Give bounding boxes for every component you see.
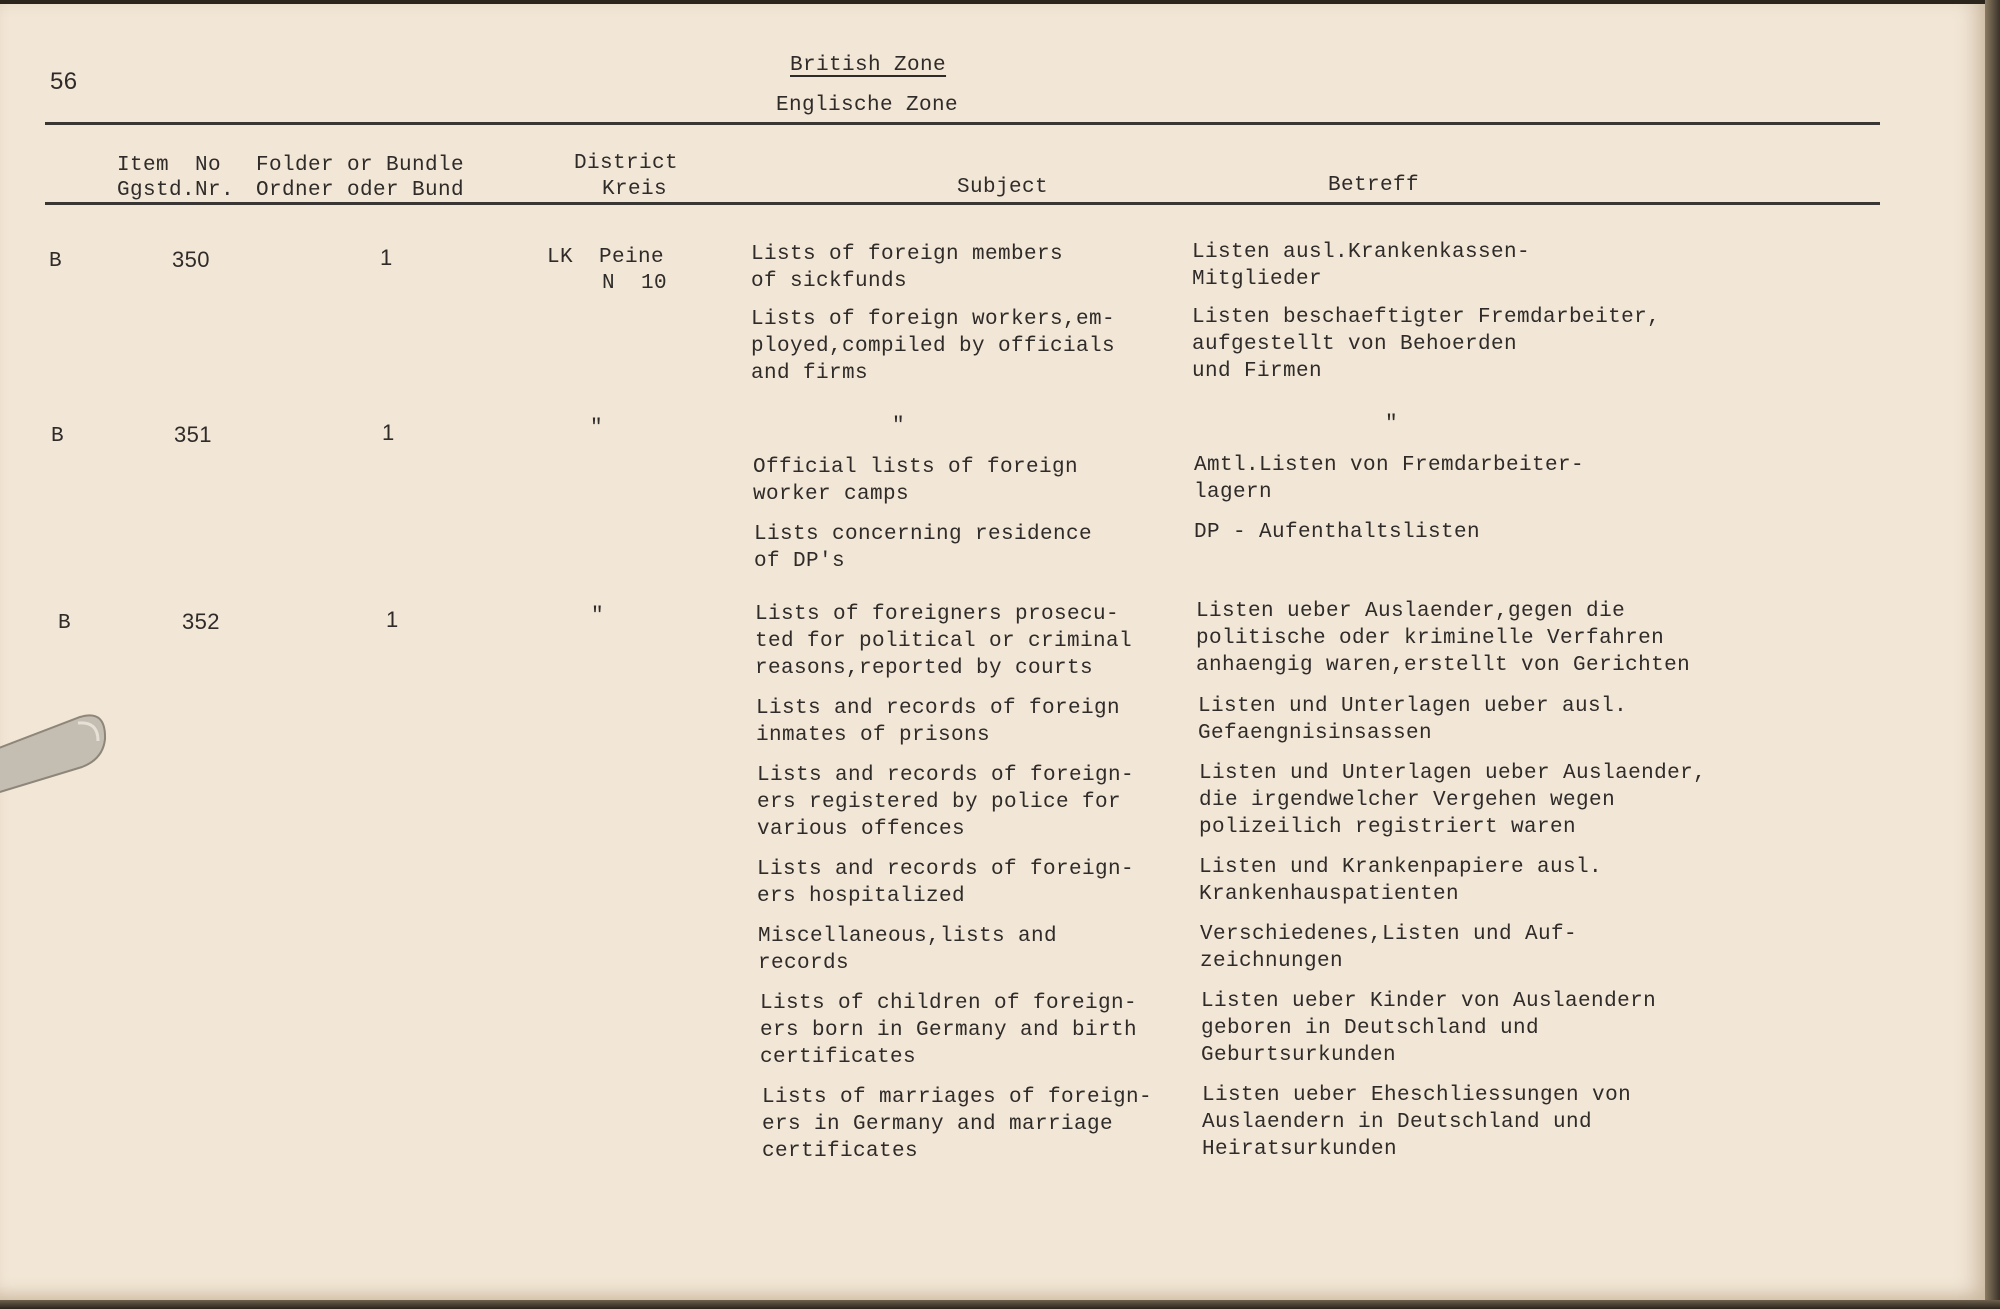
item-352-district: " [591,605,605,628]
item-352-subject-5: Miscellaneous,lists and records [758,925,1058,975]
item-350-betreff-1: Listen ausl.Krankenkassen- Mitglieder [1192,241,1531,291]
item-351-subject-3: Lists concerning residence of DP's [754,523,1093,573]
item-350-letter: B [49,250,63,273]
item-350-district: LK Peine [547,246,665,269]
item-350-subject-1: Lists of foreign members of sickfunds [751,243,1064,293]
header-bottom-rule [45,202,1880,205]
item-351-subject-2: Official lists of foreign worker camps [753,456,1079,506]
item-351-subject-1: " [892,415,906,438]
item-352-betreff-2: Listen und Unterlagen ueber ausl. Gefaengnisinsassen [1198,695,1628,745]
item-350-number: 350 [172,247,210,272]
item-351-district: " [590,417,604,440]
header-district: District [574,152,679,175]
item-352-subject-7: Lists of marriages of foreign- ers in Germany and marriage certificates [762,1086,1153,1163]
item-350-folder: 1 [380,245,393,270]
page-number: 56 [50,68,78,95]
item-351-number: 351 [174,422,212,447]
item-351-betreff-1: " [1385,413,1399,436]
item-350-betreff-2: Listen beschaeftigter Fremdarbeiter, aufgestellt von Behoerden und Firmen [1192,306,1661,383]
item-352-betreff-4: Listen und Krankenpapiere ausl. Krankenhauspatienten [1199,856,1603,906]
header-subject: Subject [957,176,1049,199]
item-352-subject-4: Lists and records of foreign- ers hospitalized [757,858,1135,908]
item-350-subject-2: Lists of foreign workers,em- ployed,compiled by officials and firms [751,308,1116,385]
item-351-betreff-2: Amtl.Listen von Fremdarbeiter- lagern [1194,454,1585,504]
page-title: British Zone [790,54,947,77]
item-352-betreff-3: Listen und Unterlagen ueber Auslaender, die irgendwelcher Vergehen wegen polizeilich registriert waren [1199,762,1707,839]
book-edge [1985,0,2000,1309]
item-352-subject-1: Lists of foreigners prosecu- ted for political or criminal reasons,reported by courts [755,603,1133,680]
item-352-number: 352 [182,609,220,634]
item-352-betreff-7: Listen ueber Eheschliessungen von Auslaendern in Deutschland und Heiratsurkunden [1202,1084,1632,1161]
item-352-subject-6: Lists of children of foreign- ers born in Germany and birth certificates [760,992,1138,1069]
item-352-folder: 1 [386,607,399,632]
item-350-district-2: N 10 [602,272,668,295]
item-351-letter: B [51,425,65,448]
header-betreff: Betreff [1328,174,1420,197]
document-page [0,4,1985,1300]
item-351-betreff-3: DP - Aufenthaltslisten [1194,521,1481,544]
header-folder: Folder or Bundle [256,154,465,177]
header-ordner: Ordner oder Bund [256,179,465,202]
book-bottom-edge [0,1300,2000,1309]
header-top-rule [45,122,1880,125]
item-352-letter: B [58,612,72,635]
page-subtitle: Englische Zone [776,94,959,117]
item-352-betreff-1: Listen ueber Auslaender,gegen die politische oder kriminelle Verfahren anhaengig waren,erstellt von Gerichten [1196,600,1691,677]
header-item-no: Item No [117,154,222,177]
item-352-betreff-5: Verschiedenes,Listen und Auf- zeichnungen [1200,923,1578,973]
item-351-folder: 1 [382,420,395,445]
header-kreis: Kreis [602,178,668,201]
header-ggstd-nr: Ggstd.Nr. [117,179,235,202]
item-352-subject-2: Lists and records of foreign inmates of prisons [756,697,1121,747]
item-352-betreff-6: Listen ueber Kinder von Auslaendern geboren in Deutschland und Geburtsurkunden [1201,990,1657,1067]
item-352-subject-3: Lists and records of foreign- ers registered by police for various offences [757,764,1135,841]
page-holder-finger-icon [0,709,140,801]
